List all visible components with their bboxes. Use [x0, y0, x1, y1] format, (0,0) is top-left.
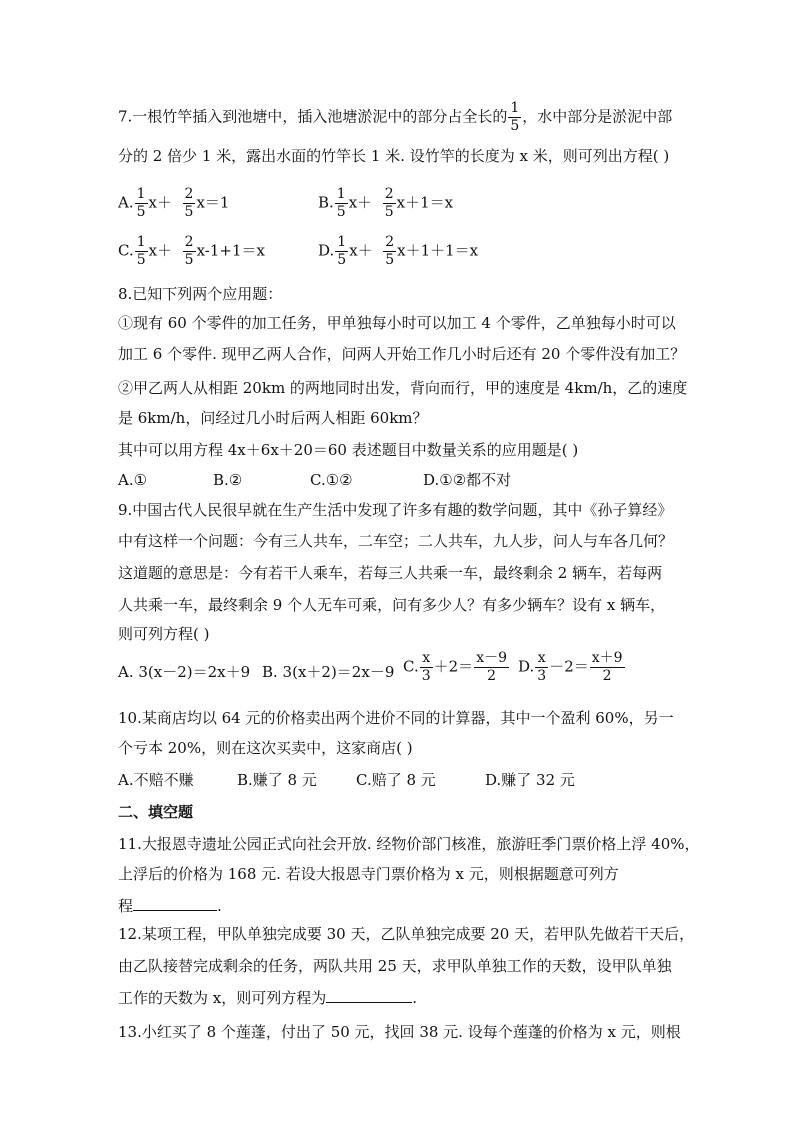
q8-line4: ②甲乙两人从相距 20km 的两地同时出发，背向而行，甲的速度是 4km/h，乙的速度 — [118, 379, 688, 397]
fraction: $\frac{2}{5}$ — [384, 186, 394, 220]
q7-option-c[interactable]: C. $\frac{1}{5}$ x＋ $\frac{2}{5}$ x-1+1＝x — [118, 234, 265, 268]
q8-line2: ①现有 60 个零件的加工任务，甲单独每小时可以加工 4 个零件，乙单独每小时可以 — [118, 314, 676, 332]
fraction: $\frac{1}{5}$ — [336, 186, 346, 220]
q9-option-b[interactable]: B. 3(x＋2)＝2x－9 — [262, 663, 395, 681]
q10-line2: 个亏本 20%，则在这次买卖中，这家商店( ) — [118, 739, 413, 757]
q8-line5: 是 6km/h，问经过几小时后两人相距 60km？ — [118, 409, 428, 427]
q11-line3: 程 . — [118, 894, 222, 916]
q9-line3: 这道题的意思是：今有若干人乘车，若每三人共乘一车，最终剩余 2 辆车，若每两 — [118, 564, 663, 582]
fraction: $\frac{2}{5}$ — [184, 186, 194, 220]
q7-option-b[interactable]: B. $\frac{1}{5}$ x＋ $\frac{2}{5}$ x＋1＝x — [318, 186, 454, 220]
q12-line1: 12.某项工程，甲队单独完成要 30 天，乙队单独完成要 20 天，若甲队先做若干天后， — [118, 925, 695, 943]
q9-line2: 中有这样一个问题：今有三人共车，二车空；二人共车，九人步，问人与车各几何？ — [118, 532, 674, 550]
q8-line6: 其中可以用方程 4x＋6x＋20＝60 表述题目中数量关系的应用题是( ) — [118, 441, 579, 459]
q9-line4: 人共乘一车，最终剩余 9 个人无车可乘，问有多少人？有多少辆车？设有 x 辆车， — [118, 596, 666, 614]
section-heading: 二、填空题 — [118, 803, 194, 821]
q10-option-d[interactable]: D.赚了 32 元 — [485, 771, 575, 789]
q8-line3: 加工 6 个零件. 现甲乙两人合作，问两人开始工作几小时后还有 20 个零件没有加工？ — [118, 345, 686, 363]
q8-line1: 8.已知下列两个应用题： — [118, 285, 283, 303]
q9-line5: 则可列方程( ) — [118, 625, 210, 643]
q9-option-c[interactable]: C. $\frac{x}{3}$ ＋2＝ $\frac{x-9}{2}$ — [403, 650, 507, 684]
q11-line1: 11.大报恩寺遗址公园正式向社会开放. 经物价部门核准，旅游旺季门票价格上浮 40%， — [118, 835, 700, 853]
q12-line2: 由乙队接替完成剩余的任务，两队共用 25 天，求甲队单独工作的天数，设甲队单独 — [118, 957, 672, 975]
fraction: $\frac{x+9}{2}$ — [591, 650, 623, 684]
fraction: $\frac{x}{3}$ — [537, 650, 547, 684]
q8-option-c[interactable]: C.①② — [310, 471, 353, 489]
fraction: $\frac{x-9}{2}$ — [476, 650, 507, 684]
q8-option-d[interactable]: D.①②都不对 — [423, 471, 512, 489]
q10-option-a[interactable]: A.不赔不赚 — [118, 771, 194, 789]
fraction: $\frac{x}{3}$ — [421, 650, 431, 684]
q12-line3: 工作的天数为 x，则可列方程为 . — [118, 986, 417, 1008]
fraction: $\frac{1}{5}$ — [136, 234, 146, 268]
fraction: $\frac{2}{5}$ — [385, 234, 395, 268]
q7-line2: 分的 2 倍少 1 米，露出水面的竹竿长 1 米. 设竹竿的长度为 x 米，则可列出方程( ) — [118, 147, 670, 165]
fraction: $\frac{1}{5}$ — [136, 186, 146, 220]
q7-text-b: ，水中部分是淤泥中部 — [522, 107, 673, 126]
q8-option-b[interactable]: B.② — [213, 471, 243, 489]
q7-option-d[interactable]: D. $\frac{1}{5}$ x＋ $\frac{2}{5}$ x＋1＋1＝x — [318, 234, 479, 268]
answer-blank[interactable] — [133, 894, 217, 911]
q10-option-b[interactable]: B.赚了 8 元 — [237, 771, 317, 789]
fraction: $\frac{1}{5}$ — [337, 234, 347, 268]
q7-option-a[interactable]: A. $\frac{1}{5}$ x＋ $\frac{2}{5}$ x＝1 — [118, 186, 230, 220]
fraction: $\frac{2}{5}$ — [184, 234, 194, 268]
fraction: $\frac{1}{5}$ — [510, 100, 520, 134]
answer-blank[interactable] — [326, 986, 412, 1003]
q9-option-a[interactable]: A. 3(x－2)＝2x＋9 — [118, 663, 251, 681]
q8-option-a[interactable]: A.① — [118, 471, 148, 489]
q13-line1: 13.小红买了 8 个莲蓬，付出了 50 元，找回 38 元. 设每个莲蓬的价格为 x 元，则根 — [118, 1023, 681, 1041]
q10-line1: 10.某商店均以 64 元的价格卖出两个进价不同的计算器，其中一个盈利 60%，另一 — [118, 709, 674, 727]
q9-option-d[interactable]: D. $\frac{x}{3}$ －2＝ $\frac{x+9}{2}$ — [518, 650, 623, 684]
q10-option-c[interactable]: C.赔了 8 元 — [356, 771, 436, 789]
q9-line1: 9.中国古代人民很早就在生产生活中发现了许多有趣的数学问题，其中《孙子算经》 — [118, 501, 673, 519]
q7-text-a: 7.一根竹竿插入到池塘中，插入池塘淤泥中的部分占全长的 — [118, 107, 508, 126]
q7-line1 — [118, 100, 672, 135]
q11-line2: 上浮后的价格为 168 元. 若设大报恩寺门票价格为 x 元，则根据题意可列方 — [118, 865, 619, 883]
